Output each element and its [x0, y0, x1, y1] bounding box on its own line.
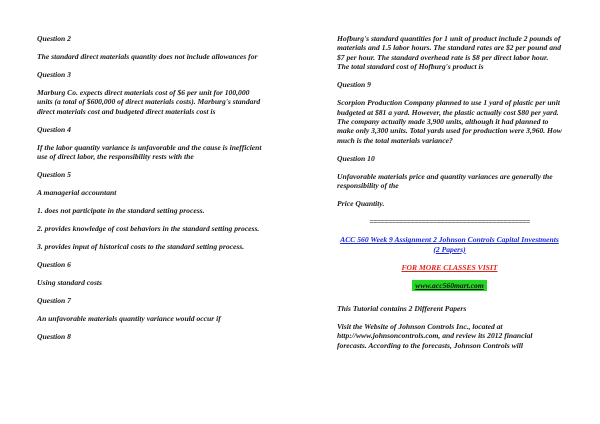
question-10-answer: Price Quantity.	[337, 199, 385, 209]
more-classes-wrap	[337, 263, 562, 272]
question-5-heading: Question 5	[37, 170, 71, 180]
question-6-heading: Question 6	[37, 260, 71, 270]
question-7-heading: Question 7	[37, 296, 71, 306]
question-10-text: Unfavorable materials price and quantity variances are generally the responsibility of the	[337, 171, 553, 191]
tutorial-note: This Tutorial contains 2 Different Papers	[337, 304, 467, 314]
left-column	[37, 34, 262, 350]
question-4-text: If the labor quantity variance is unfavorable and the cause is inefficient use of direct labor, the responsibility rests with the	[37, 142, 262, 162]
question-6-text: Using standard costs	[37, 278, 102, 288]
question-3-heading: Question 3	[37, 70, 71, 79]
question-9-heading: Question 9	[337, 80, 371, 90]
more-classes-link[interactable]: FOR MORE CLASSES VISIT	[401, 262, 498, 272]
right-column	[337, 34, 562, 359]
site-link[interactable]: www.acc560mart.com	[412, 280, 486, 291]
question-8-heading: Question 8	[37, 332, 71, 342]
question-8-text: Hofburg's standard quantities for 1 unit of product include 2 pounds of materials and 1.5 labor hours. The standard rates are $2 per pound and $7 per hour. The standard overhead rate is $8 per direct labor hour. The total standard cost of Hofburg's product is	[337, 34, 562, 72]
question-10-heading: Question 10	[337, 153, 375, 163]
question-5-option-2: 2. provides knowledge of cost behaviors in the standard setting process.	[37, 224, 260, 234]
question-2-heading: Question 2	[37, 34, 71, 43]
question-9-text: Scorpion Production Company planned to use 1 yard of plastic per unit budgeted at $81 a yard. However, the plastic actually cost $80 per yard. The company actually made 3,900 units, although it had planned to make only 3,300 units. Total yards used for production were 3,960. How much is the total materials variance?	[337, 98, 562, 145]
site-link-wrap	[337, 281, 562, 290]
question-2-text: The standard direct materials quantity does not include allowances for	[37, 52, 258, 61]
question-5-option-3: 3. provides input of historical costs to the standard setting process.	[37, 242, 245, 252]
question-3-text: Marburg Co. expects direct materials cost of $6 per unit for 100,000 units (a total of $600,000 of direct materials costs). Marburg's standard direct materials cost and budgeted direct materials cost is	[37, 88, 261, 116]
question-5-option-1: 1. does not participate in the standard setting process.	[37, 206, 205, 216]
question-4-heading: Question 4	[37, 124, 71, 134]
question-7-text: An unfavorable materials quantity variance would occur if	[37, 314, 221, 324]
question-5-text: A managerial accountant	[37, 188, 117, 198]
assignment-title-wrap	[337, 235, 562, 254]
separator-line: ===========================================	[369, 217, 530, 227]
assignment-link[interactable]: ACC 560 Week 9 Assignment 2 Johnson Controls Capital Investments (2 Papers)	[340, 235, 559, 254]
visit-text: Visit the Website of Johnson Controls Inc., located at http://www.johnsoncontrols.com, and review its 2012 financial forecasts. According to the forecasts, Johnson Controls will	[337, 322, 533, 350]
